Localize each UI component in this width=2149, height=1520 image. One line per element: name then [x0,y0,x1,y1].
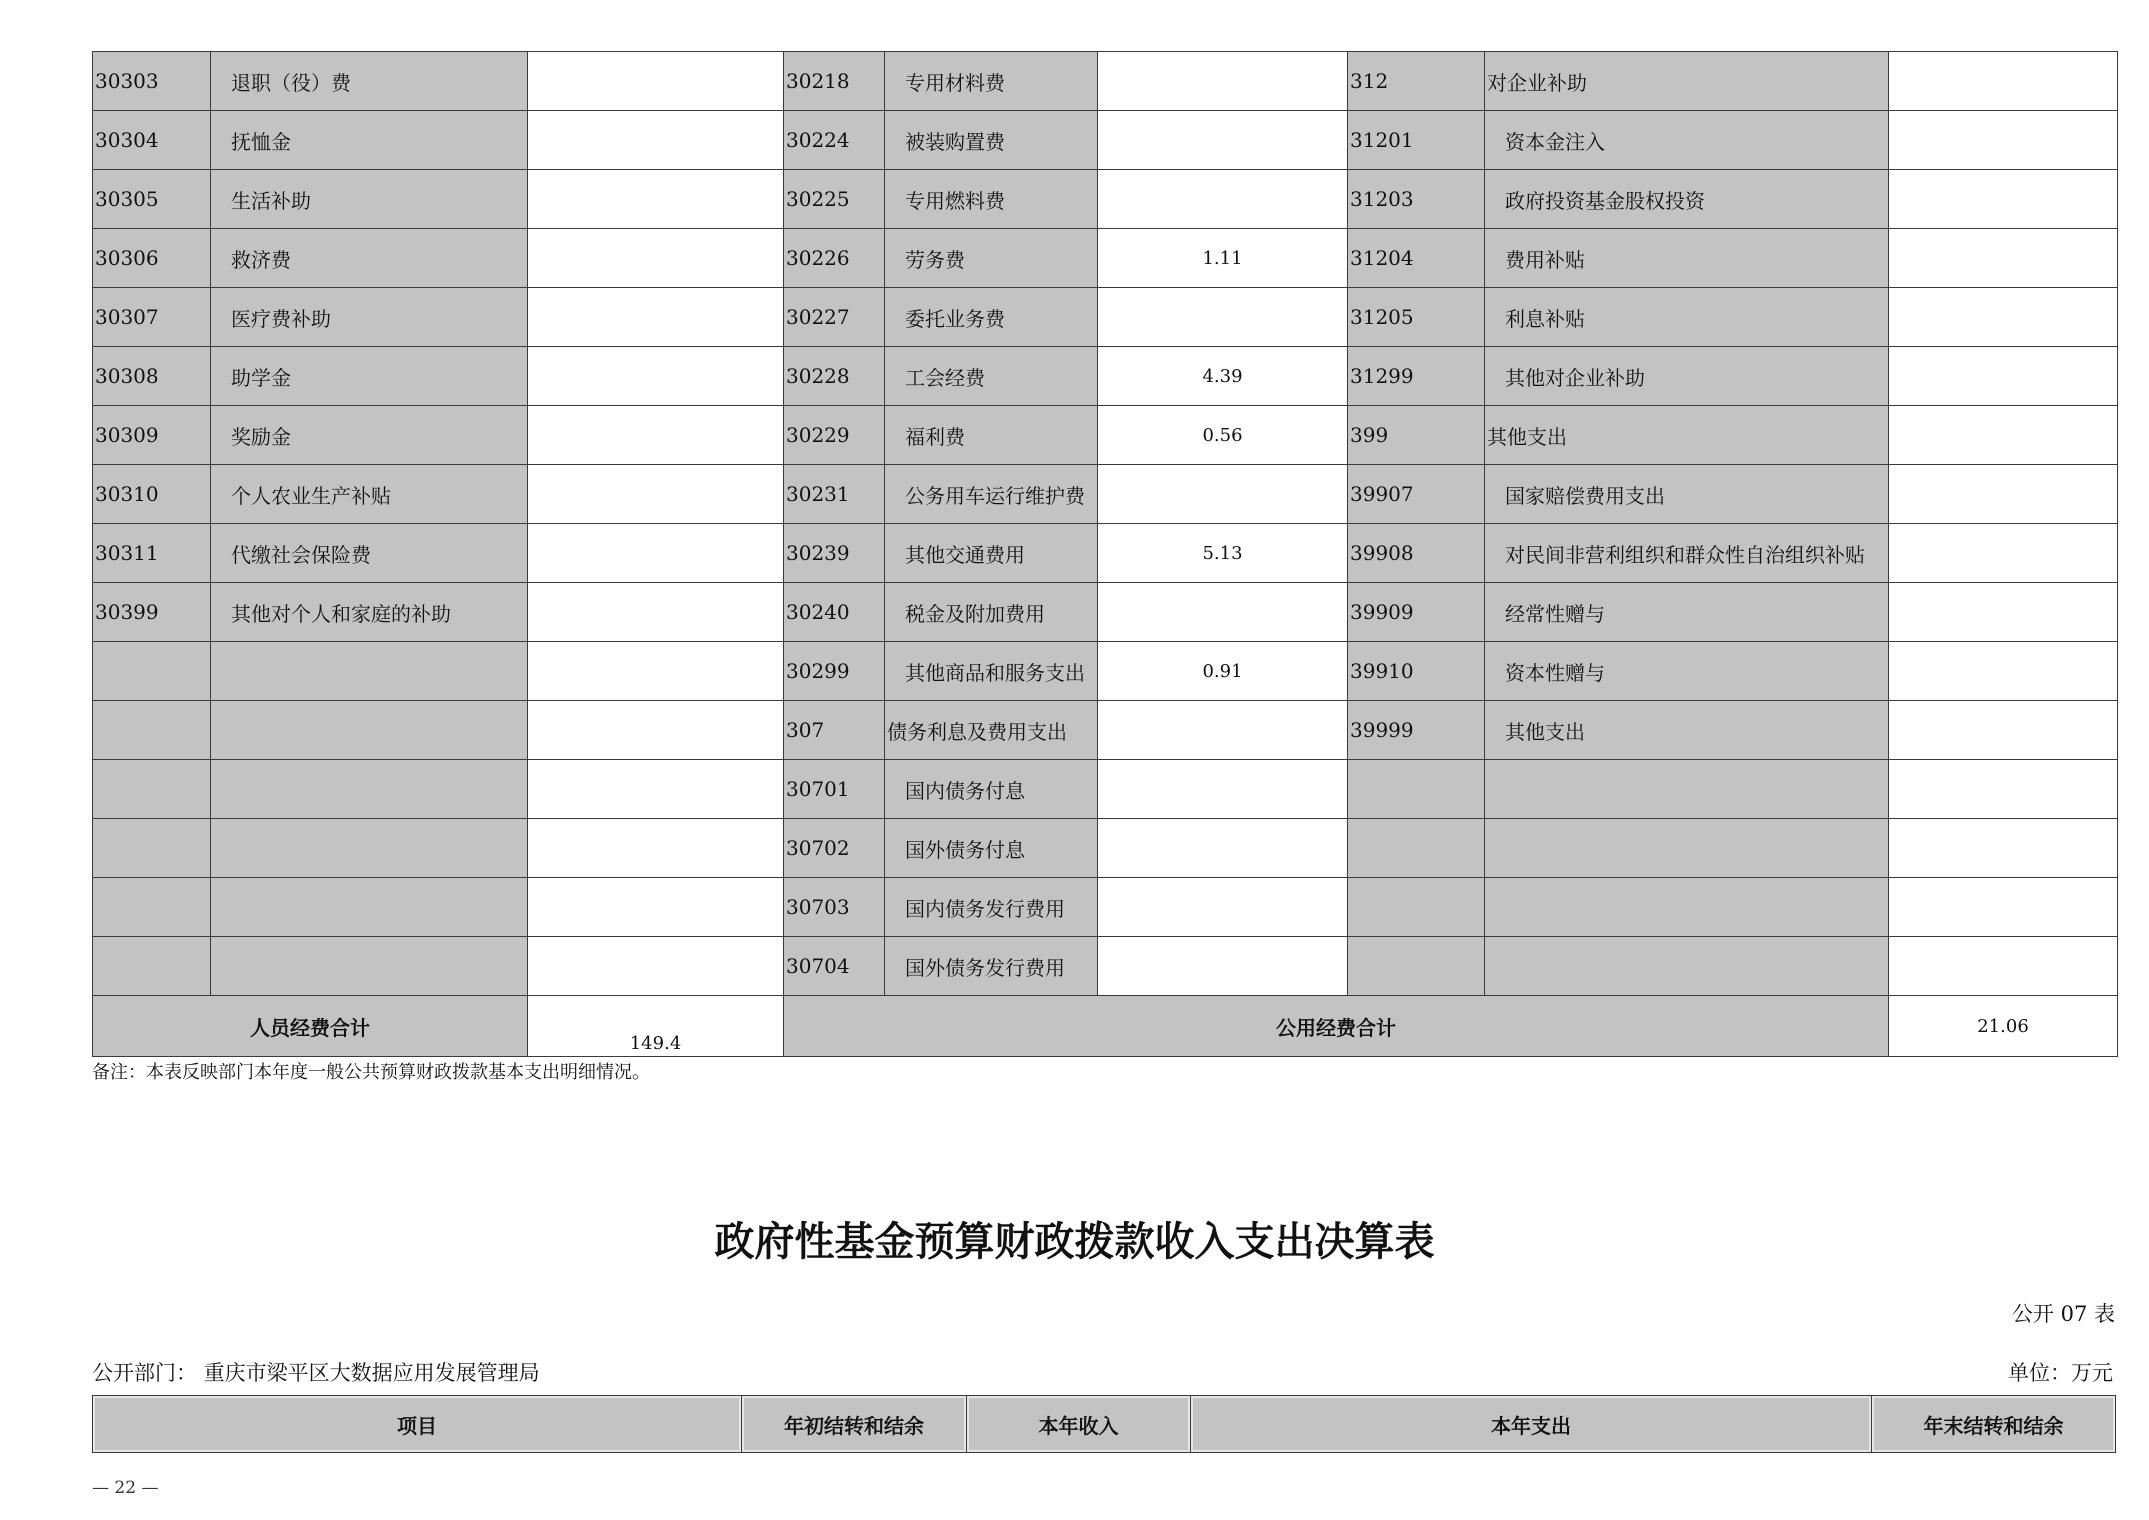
name-cell: 个人农业生产补贴 [211,465,528,524]
value-cell: 4.39 [1098,347,1348,406]
name-cell [211,878,528,937]
name-cell: 公务用车运行维护费 [885,465,1098,524]
table-row [93,406,2118,465]
value-cell [1098,583,1348,642]
code-cell: 39907 [1348,465,1485,524]
value-cell [1889,583,2118,642]
value-cell: 0.91 [1098,642,1348,701]
code-cell: 30701 [784,760,885,819]
value-cell [528,465,784,524]
table-number: 公开 07 表 [2011,1302,2115,1326]
totals-row [93,996,2118,1057]
name-cell: 医疗费补助 [211,288,528,347]
value-cell [528,111,784,170]
table-row [93,347,2118,406]
name-cell: 费用补贴 [1485,229,1889,288]
code-cell: 30703 [784,878,885,937]
code-cell: 30224 [784,111,885,170]
value-cell [1889,52,2118,111]
value-cell [1098,465,1348,524]
name-cell [1485,878,1889,937]
table-row [93,701,2118,760]
table-row [93,229,2118,288]
name-cell: 国家赔偿费用支出 [1485,465,1889,524]
table-row [93,937,2118,996]
value-cell [528,878,784,937]
code-cell: 30225 [784,170,885,229]
name-cell: 福利费 [885,406,1098,465]
value-cell [1098,937,1348,996]
code-cell [93,937,211,996]
header-row [93,1396,2116,1453]
value-cell [1098,878,1348,937]
code-cell: 31204 [1348,229,1485,288]
personnel-total-label: 人员经费合计 [93,996,528,1057]
code-cell: 39910 [1348,642,1485,701]
name-cell: 专用材料费 [885,52,1098,111]
table-row [93,760,2118,819]
value-cell [1889,406,2118,465]
code-cell [93,878,211,937]
name-cell [1485,937,1889,996]
public-total-label: 公用经费合计 [784,996,1889,1057]
code-cell: 30311 [93,524,211,583]
value-cell [528,406,784,465]
page-number: — 22 — [92,1478,159,1498]
code-cell [1348,760,1485,819]
code-cell: 30310 [93,465,211,524]
value-cell [528,937,784,996]
table-row [93,288,2118,347]
code-cell: 30229 [784,406,885,465]
name-cell: 工会经费 [885,347,1098,406]
name-cell [211,819,528,878]
value-cell [1098,288,1348,347]
code-cell: 30305 [93,170,211,229]
name-cell: 经常性赠与 [1485,583,1889,642]
value-cell [1098,760,1348,819]
name-cell: 其他商品和服务支出 [885,642,1098,701]
personnel-total-value: 149.4 [528,996,784,1057]
public-total-value: 21.06 [1889,996,2118,1057]
header-expense: 本年支出 [1191,1396,1872,1453]
code-cell: 30306 [93,229,211,288]
name-cell: 助学金 [211,347,528,406]
table-body [93,52,2118,996]
header-item: 项目 [93,1396,742,1453]
code-cell [93,760,211,819]
code-cell: 30240 [784,583,885,642]
name-cell: 生活补助 [211,170,528,229]
table-row [93,52,2118,111]
value-cell [1889,465,2118,524]
code-cell: 30239 [784,524,885,583]
name-cell: 劳务费 [885,229,1098,288]
header-income: 本年收入 [967,1396,1191,1453]
value-cell [1889,760,2118,819]
name-cell: 其他支出 [1485,406,1889,465]
name-cell: 其他支出 [1485,701,1889,760]
name-cell: 奖励金 [211,406,528,465]
table-row [93,642,2118,701]
value-cell [528,760,784,819]
name-cell [211,937,528,996]
name-cell: 被装购置费 [885,111,1098,170]
code-cell: 30226 [784,229,885,288]
value-cell [1889,111,2118,170]
name-cell: 资本性赠与 [1485,642,1889,701]
value-cell [1889,642,2118,701]
table-row [93,878,2118,937]
value-cell [1889,524,2118,583]
code-cell: 30299 [784,642,885,701]
table-row [93,170,2118,229]
code-cell: 30704 [784,937,885,996]
code-cell: 31299 [1348,347,1485,406]
value-cell [1098,52,1348,111]
code-cell: 312 [1348,52,1485,111]
name-cell: 委托业务费 [885,288,1098,347]
name-cell: 税金及附加费用 [885,583,1098,642]
header-end-balance: 年末结转和结余 [1872,1396,2116,1453]
code-cell: 30218 [784,52,885,111]
table-row [93,111,2118,170]
value-cell [1889,347,2118,406]
name-cell: 其他对企业补助 [1485,347,1889,406]
code-cell: 30304 [93,111,211,170]
code-cell: 30308 [93,347,211,406]
name-cell: 国内债务付息 [885,760,1098,819]
code-cell: 30399 [93,583,211,642]
value-cell [528,583,784,642]
code-cell: 39999 [1348,701,1485,760]
value-cell [1098,819,1348,878]
code-cell [1348,937,1485,996]
value-cell [528,642,784,701]
table-row [93,524,2118,583]
name-cell [211,701,528,760]
value-cell [528,701,784,760]
name-cell: 对企业补助 [1485,52,1889,111]
code-cell: 31203 [1348,170,1485,229]
code-cell: 30228 [784,347,885,406]
table-row [93,583,2118,642]
code-cell: 39909 [1348,583,1485,642]
name-cell: 国外债务发行费用 [885,937,1098,996]
name-cell: 利息补贴 [1485,288,1889,347]
name-cell: 代缴社会保险费 [211,524,528,583]
value-cell [528,819,784,878]
name-cell [1485,819,1889,878]
value-cell [1889,937,2118,996]
code-cell: 30231 [784,465,885,524]
fund-budget-table-header [92,1395,2116,1453]
code-cell [93,819,211,878]
name-cell: 其他交通费用 [885,524,1098,583]
value-cell [528,52,784,111]
table-row [93,819,2118,878]
value-cell [1889,170,2118,229]
value-cell [528,170,784,229]
name-cell: 抚恤金 [211,111,528,170]
code-cell: 31205 [1348,288,1485,347]
name-cell [1485,760,1889,819]
name-cell: 对民间非营利组织和群众性自治组织补贴 [1485,524,1889,583]
table-row [93,465,2118,524]
name-cell: 国内债务发行费用 [885,878,1098,937]
code-cell: 30227 [784,288,885,347]
basic-expense-detail-table [92,51,2118,1057]
code-cell: 30702 [784,819,885,878]
name-cell: 专用燃料费 [885,170,1098,229]
name-cell: 其他对个人和家庭的补助 [211,583,528,642]
code-cell: 30303 [93,52,211,111]
name-cell: 退职（役）费 [211,52,528,111]
code-cell [93,642,211,701]
header-begin-balance: 年初结转和结余 [742,1396,967,1453]
name-cell: 国外债务付息 [885,819,1098,878]
unit-label: 单位：万元 [2008,1361,2113,1385]
value-cell [1098,170,1348,229]
code-cell [1348,878,1485,937]
table-note: 备注：本表反映部门本年度一般公共预算财政拨款基本支出明细情况。 [92,1062,650,1083]
value-cell: 1.11 [1098,229,1348,288]
code-cell: 30309 [93,406,211,465]
name-cell: 债务利息及费用支出 [885,701,1098,760]
value-cell [1098,111,1348,170]
value-cell [1889,229,2118,288]
value-cell [1889,288,2118,347]
value-cell: 0.56 [1098,406,1348,465]
code-cell: 307 [784,701,885,760]
section-title: 政府性基金预算财政拨款收入支出决算表 [714,1218,1435,1265]
department-label: 公开部门： 重庆市梁平区大数据应用发展管理局 [92,1361,540,1385]
code-cell: 39908 [1348,524,1485,583]
value-cell [1889,819,2118,878]
value-cell [1889,878,2118,937]
name-cell: 资本金注入 [1485,111,1889,170]
value-cell [1098,701,1348,760]
value-cell: 5.13 [1098,524,1348,583]
code-cell [1348,819,1485,878]
name-cell [211,760,528,819]
name-cell: 救济费 [211,229,528,288]
value-cell [528,524,784,583]
code-cell [93,701,211,760]
value-cell [528,288,784,347]
value-cell [1889,701,2118,760]
name-cell [211,642,528,701]
code-cell: 31201 [1348,111,1485,170]
code-cell: 30307 [93,288,211,347]
name-cell: 政府投资基金股权投资 [1485,170,1889,229]
code-cell: 399 [1348,406,1485,465]
value-cell [528,229,784,288]
value-cell [528,347,784,406]
